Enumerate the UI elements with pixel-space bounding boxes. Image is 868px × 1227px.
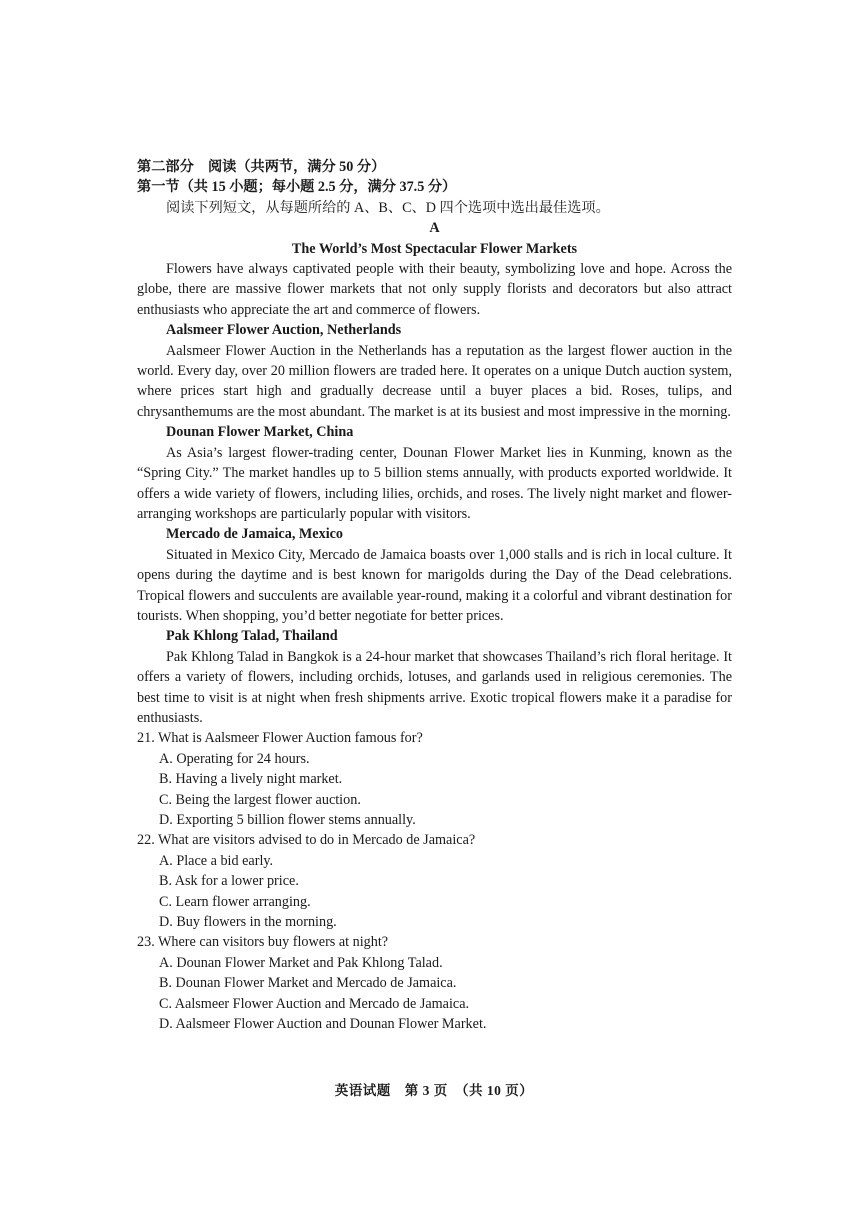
part-title: 第二部分 阅读（共两节，满分 50 分） — [137, 159, 386, 175]
question-21 — [137, 728, 732, 830]
option-a: A. Operating for 24 hours. — [159, 750, 310, 767]
passage-label: A — [429, 220, 440, 237]
option-d: D. Exporting 5 billion flower stems annually. — [159, 812, 416, 828]
option-b: B. Having a lively night market. — [159, 771, 343, 788]
question-22 — [137, 830, 732, 932]
page-footer: 英语试题 第 3 页 （共 10 页） — [334, 1083, 534, 1098]
market-heading-dounan: Dounan Flower Market, China — [166, 424, 354, 441]
market-text-jamaica: Situated in Mexico City, Mercado de Jamaica boasts over 1,000 stalls and is rich in local culture. It opens during the daytime and is best known for marigolds during the Day of the Dead celebrations. Tropical flowers and succulents are available year-round, making it a colorful and vibrant destination for tourists. When shopping, you’d better negotiate for better prices. — [137, 546, 732, 624]
question-stem: 23. Where can visitors buy flowers at night? — [137, 934, 389, 951]
option-c: C. Learn flower arranging. — [159, 893, 311, 910]
option-c: C. Aalsmeer Flower Auction and Mercado de Jamaica. — [159, 995, 470, 1012]
market-text-pak-khlong: Pak Khlong Talad in Bangkok is a 24-hour market that showcases Thailand’s rich floral heritage. It offers a variety of flowers, including orchids, lotuses, and garlands used in religious ceremonies. The best time to visit is at night when fresh shipments arrive. Exotic tropical flowers make it a paradise for enthusiasts. — [137, 648, 732, 726]
question-23 — [137, 932, 732, 1034]
exam-page-content — [137, 157, 732, 1034]
market-heading-aalsmeer: Aalsmeer Flower Auction, Netherlands — [166, 322, 402, 339]
option-a: A. Dounan Flower Market and Pak Khlong Talad. — [159, 954, 443, 971]
market-heading-jamaica: Mercado de Jamaica, Mexico — [166, 526, 344, 543]
option-a: A. Place a bid early. — [159, 852, 274, 869]
option-b: B. Dounan Flower Market and Mercado de Jamaica. — [159, 975, 457, 992]
passage-intro: Flowers have always captivated people with their beauty, symbolizing love and hope. Across the globe, there are massive flower markets that not only supply florists and decorators but also attract enthusiasts who appreciate the art and commerce of flowers. — [137, 261, 732, 318]
passage-title: The World’s Most Spectacular Flower Markets — [291, 240, 578, 257]
option-c: C. Being the largest flower auction. — [159, 791, 361, 808]
option-b: B. Ask for a lower price. — [159, 873, 299, 890]
market-heading-pak-khlong: Pak Khlong Talad, Thailand — [166, 628, 338, 645]
option-d: D. Aalsmeer Flower Auction and Dounan Flower Market. — [159, 1016, 487, 1033]
question-stem: 21. What is Aalsmeer Flower Auction famous for? — [137, 730, 423, 747]
option-d: D. Buy flowers in the morning. — [159, 914, 337, 931]
market-text-aalsmeer: Aalsmeer Flower Auction in the Netherlands has a reputation as the largest flower auction in the world. Every day, over 20 million flowers are traded here. It operates on a unique Dutch auction system, where prices start high and gradually decrease until a buyer places a bid. Roses, tulips, and chrysanthemums are the most abundant. The market is at its busiest and most impressive in the morning. — [137, 342, 732, 420]
section-title: 第一节（共 15 小题；每小题 2.5 分，满分 37.5 分） — [137, 179, 457, 196]
instructions: 阅读下列短文，从每题所给的 A、B、C、D 四个选项中选出最佳选项。 — [166, 199, 610, 216]
market-text-dounan: As Asia’s largest flower-trading center, Dounan Flower Market lies in Kunming, known as the “Spring City.” The market handles up to 5 billion stems annually, with products exported worldwide. It offers a wide variety of flowers, including lilies, orchids, and roses. The lively night market and flower-arranging workshops are particularly popular with visitors. — [137, 444, 732, 522]
question-stem: 22. What are visitors advised to do in Mercado de Jamaica? — [137, 832, 476, 849]
